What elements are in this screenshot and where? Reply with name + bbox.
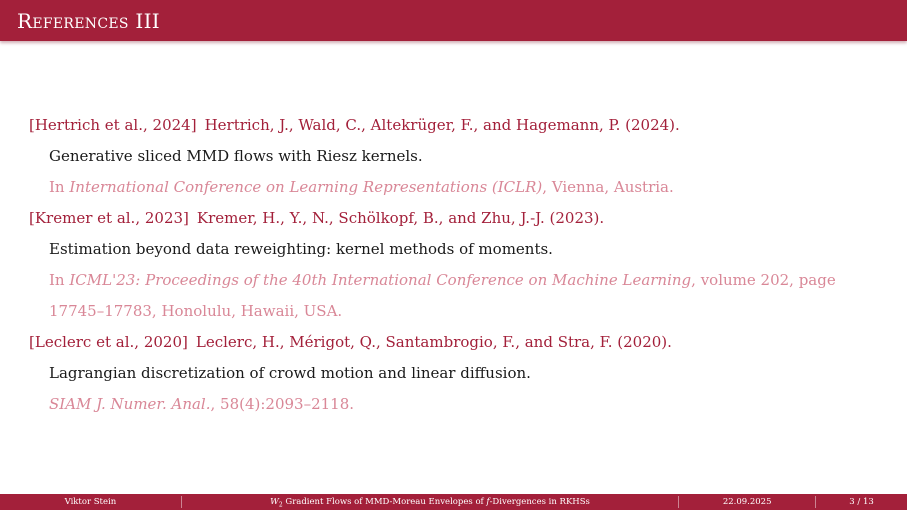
venue-details: , Vienna, Austria. (542, 178, 674, 196)
venue-name: International Conference on Learning Representations (ICLR) (69, 178, 543, 196)
reference-entry-leclerc (29, 327, 889, 420)
slide-header (0, 0, 907, 41)
reference-authors: Hertrich, J., Wald, C., Altekrüger, F., and Hagemann, P. (2024). (204, 116, 680, 134)
venue-name: ICML'23: Proceedings of the 40th International Conference on Machine Learning (69, 271, 692, 289)
footer-page-number: 3 / 13 (849, 497, 874, 507)
footer-title-f: f (486, 497, 490, 507)
footer-talk-title (182, 494, 678, 510)
citation-key[interactable]: [Hertrich et al., 2024] (29, 116, 197, 134)
reference-label-line (29, 110, 889, 141)
citation-key[interactable]: [Leclerc et al., 2020] (29, 333, 188, 351)
reference-list (29, 110, 889, 420)
reference-title: Lagrangian discretization of crowd motion and linear diffusion. (49, 364, 531, 382)
citation-key[interactable]: [Kremer et al., 2023] (29, 209, 189, 227)
venue-prefix: In (49, 178, 70, 196)
footer-date: 22.09.2025 (722, 497, 772, 507)
reference-venue (29, 265, 889, 296)
venue-prefix: In (49, 271, 70, 289)
footer-title-end: -Divergences in RKHSs (489, 497, 590, 507)
reference-authors: Leclerc, H., Mérigot, Q., Santambrogio, F., and Stra, F. (2020). (195, 333, 672, 351)
reference-label-line (29, 327, 889, 358)
reference-venue (29, 389, 889, 420)
reference-entry-hertrich (29, 110, 889, 203)
reference-authors: Kremer, H., Y., N., Schölkopf, B., and Zhu, J.-J. (2023). (196, 209, 605, 227)
slide-footer (0, 494, 907, 510)
reference-entry-kremer (29, 203, 889, 327)
reference-title: Estimation beyond data reweighting: kernel methods of moments. (49, 240, 553, 258)
reference-venue-continued: 17745–17783, Honolulu, Hawaii, USA. (49, 302, 343, 320)
footer-title-subscript: 2 (278, 501, 283, 509)
footer-title-middle: Gradient Flows of MMD-Moreau Envelopes of (282, 497, 487, 507)
venue-details: , volume 202, page (691, 271, 836, 289)
footer-author: Viktor Stein (64, 497, 117, 507)
venue-details: , 58(4):2093–2118. (210, 395, 355, 413)
footer-title-w: W (270, 497, 279, 507)
slide-title: References III (17, 9, 161, 33)
venue-name: SIAM J. Numer. Anal. (49, 395, 211, 413)
reference-venue (29, 172, 889, 203)
reference-title: Generative sliced MMD flows with Riesz kernels. (49, 147, 423, 165)
reference-label-line (29, 203, 889, 234)
